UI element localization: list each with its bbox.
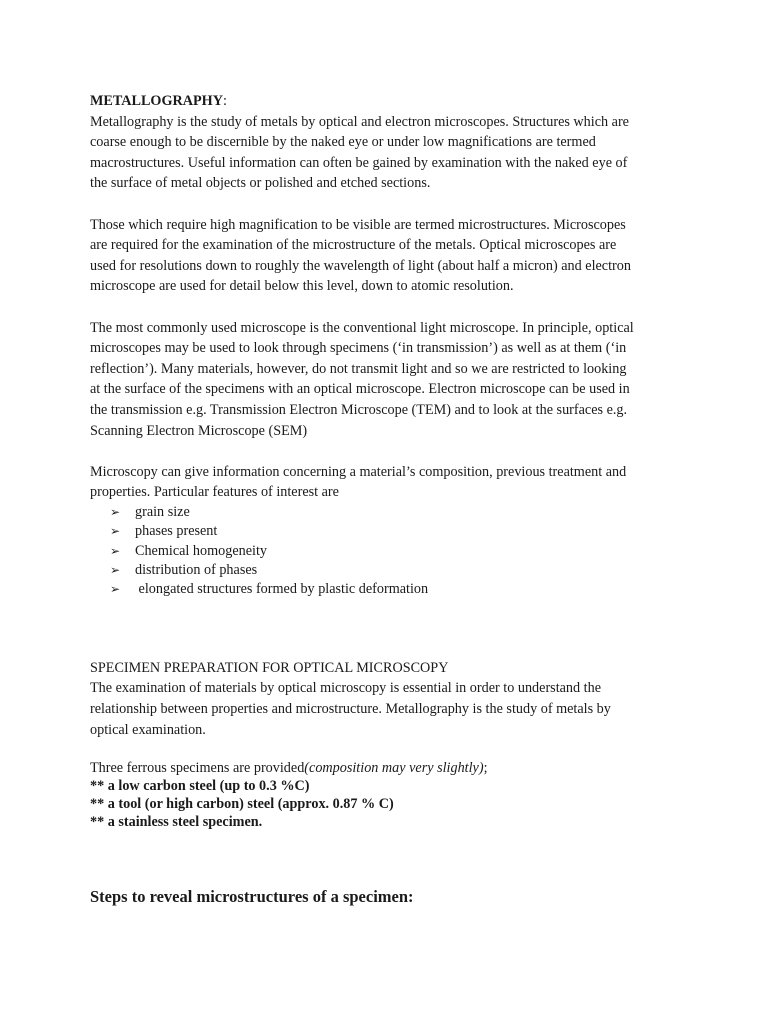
paragraph-gap — [90, 441, 690, 462]
title-colon: : — [222, 93, 227, 109]
text-line: Metallography is the study of metals by optical and electron microscopes. Structures which are — [90, 113, 629, 130]
list-item-label: Chemical homogeneity — [135, 542, 267, 559]
text-line: microscope are used for detail below this level, down to atomic resolution. — [90, 278, 514, 295]
arrow-bullet-icon: ➢ — [110, 543, 121, 558]
list-item — [110, 522, 690, 541]
list-item — [110, 503, 690, 522]
list-item — [110, 542, 690, 561]
text-line: Those which require high magnification to be visible are termed microstructures. Microscopes — [90, 216, 626, 233]
list-item — [110, 580, 690, 599]
text-line: properties. Particular features of interest are — [90, 484, 339, 501]
text-line: at the surface of the specimens with an optical microscope. Electron microscope can be used in — [90, 381, 630, 398]
specimens-intro — [90, 759, 690, 777]
specimens-intro-end: ; — [483, 760, 488, 777]
text-line: The examination of materials by optical microscopy is essential in order to understand the — [90, 680, 601, 697]
title-line — [90, 91, 690, 112]
paragraph-gap — [90, 740, 690, 759]
text-line: reflection’). Many materials, however, do not transmit light and so we are restricted to looking — [90, 360, 627, 377]
text-line: relationship between properties and microstructure. Metallography is the study of metals by — [90, 701, 611, 718]
list-item-label: phases present — [135, 523, 218, 540]
text-line: used for resolutions down to roughly the wavelength of light (about half a micron) and electron — [90, 257, 631, 274]
paragraph-microstructures — [90, 215, 690, 297]
paragraph-specimen-preparation — [90, 678, 690, 740]
text-line: the surface of metal objects or polished and etched sections. — [90, 175, 431, 192]
steps-heading: Steps to reveal microstructures of a specimen: — [90, 887, 414, 906]
paragraph-microscopy-info — [90, 462, 690, 503]
section-heading: SPECIMEN PREPARATION FOR OPTICAL MICROSCOPY — [90, 659, 449, 676]
arrow-bullet-icon: ➢ — [110, 504, 121, 519]
text-line: coarse enough to be discernible by the naked eye or under low magnifications are termed — [90, 134, 596, 151]
document-body — [90, 91, 690, 831]
features-list — [90, 503, 690, 600]
document-title: METALLOGRAPHY — [90, 93, 223, 109]
text-line: microscopes may be used to look through specimens (‘in transmission’) as well as at them (‘in — [90, 340, 627, 357]
specimen-item: ** a low carbon steel (up to 0.3 %C) — [90, 778, 310, 795]
list-item — [110, 561, 690, 580]
list-item-label: elongated structures formed by plastic deformation — [135, 581, 429, 598]
text-line: Scanning Electron Microscope (SEM) — [90, 422, 308, 439]
paragraph-intro — [90, 112, 690, 194]
text-line: are required for the examination of the microstructure of the metals. Optical microscopes are — [90, 237, 617, 254]
text-line: optical examination. — [90, 721, 206, 738]
paragraph-gap — [90, 194, 690, 215]
section-gap — [90, 600, 690, 658]
paragraph-gap — [90, 297, 690, 318]
text-line: macrostructures. Useful information can often be gained by examination with the naked eye of — [90, 154, 628, 171]
arrow-bullet-icon: ➢ — [110, 524, 121, 539]
list-item-label: distribution of phases — [135, 562, 258, 579]
specimen-item: ** a tool (or high carbon) steel (approx. 0.87 % C) — [90, 796, 394, 813]
paragraph-light-microscope — [90, 318, 690, 442]
specimens-list — [90, 777, 690, 831]
list-item-label: grain size — [135, 503, 190, 520]
specimens-intro-text: Three ferrous specimens are provided — [90, 760, 305, 777]
arrow-bullet-icon: ➢ — [110, 582, 121, 597]
arrow-bullet-icon: ➢ — [110, 563, 121, 578]
text-line: The most commonly used microscope is the conventional light microscope. In principle, optical — [90, 319, 634, 336]
text-line: Microscopy can give information concerning a material’s composition, previous treatment and — [90, 463, 627, 480]
specimen-item: ** a stainless steel specimen. — [90, 814, 263, 831]
specimens-intro-note: (composition may very slightly) — [304, 760, 484, 777]
text-line: the transmission e.g. Transmission Electron Microscope (TEM) and to look at the surfaces e.g. — [90, 401, 628, 418]
